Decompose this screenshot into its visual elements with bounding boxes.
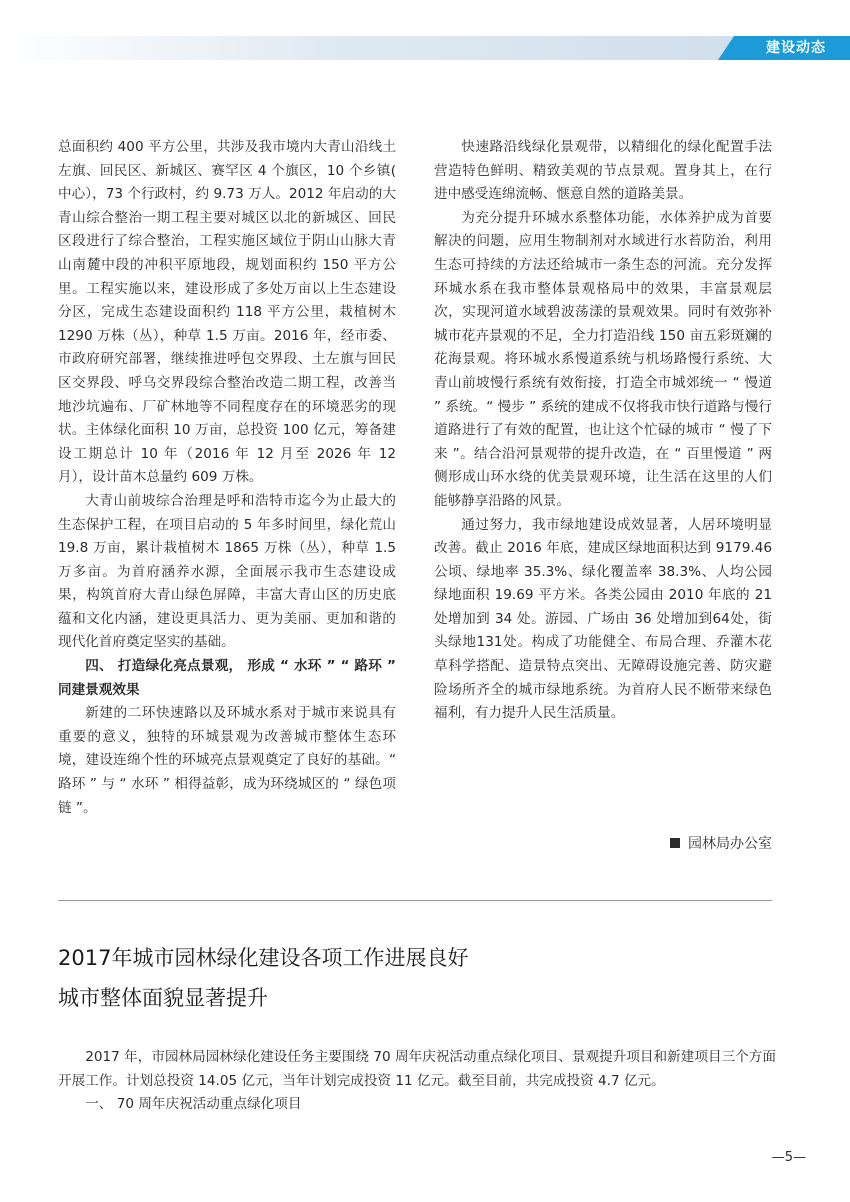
author-credit bbox=[670, 834, 772, 854]
right-column bbox=[434, 136, 772, 726]
article-title-line: 2017年城市园林绿化建设各项工作进展良好 bbox=[58, 946, 469, 970]
divider bbox=[58, 900, 772, 901]
paragraph: 快速路沿线绿化景观带，以精细化的绿化配置手法营造特色鲜明、精致美观的节点景观。置身其上，在行进中感受连绵流畅、惬意自然的道路美景。 bbox=[434, 139, 772, 203]
section-subheading: 一、 70 周年庆祝活动重点绿化项目 bbox=[85, 1096, 302, 1113]
article-body bbox=[58, 1046, 776, 1117]
left-column bbox=[58, 136, 396, 820]
paragraph: 总面积约 400 平方公里，共涉及我市境内大青山沿线土左旗、回民区、新城区、赛罕区 4 个旗区，10 个乡镇( 中心），73 个行政村，约 9.73 万人。2012 年启动的大青山综合整治一期工程主要对城区以北的新城区、回民区段进行了综合整治，工程实施区域位于阴山山脉大青山南麓中段的冲积平原地段，规划面积约 150 平方公里。工程实施以来，建设形成了多处万亩以上生态建设分区，完成生态建设面积约 118 平方公里，栽植树木 1290 万株（丛），种草 1.5 万亩。2016 年，经市委、市政府研究部署，继续推进呼包交界段、土左旗与回民区交界段、呼乌交界段综合整治改造二期工程，改善当地沙坑遍布、厂矿林地等不同程度存在的环境恶劣的现状。主体绿化面积 10 万亩，总投资 100 亿元，筹备建设工期总计 10 年（2016 年 12 月至 2026 年 12 月），设计苗木总量约 609 万株。 bbox=[58, 139, 396, 486]
article-title bbox=[58, 938, 788, 1018]
square-bullet-icon bbox=[670, 838, 680, 848]
paragraph: 大青山前坡综合治理是呼和浩特市迄今为止最大的生态保护工程，在项目启动的 5 年多时间里，绿化荒山 19.8 万亩，累计栽植树木 1865 万株（丛），种草 1.5 万多亩。为首府涵养水源，全面展示我市生态建设成果，构筑首府大青山绿色屏障，丰富大青山区的历史底蕴和文化内涵，建设更具活力、更为美丽、更加和谐的现代化首府奠定坚实的基础。 bbox=[58, 492, 396, 651]
article-title-line: 城市整体面貌显著提升 bbox=[58, 986, 268, 1010]
section-subheading: 四、 打造绿化亮点景观， 形成 “ 水环 ” “ 路环 ” 同建景观效果 bbox=[58, 658, 396, 698]
paragraph: 新建的二环快速路以及环城水系对于城市来说具有重要的意义，独特的环城景观为改善城市整体生态环境，建设连绵个性的环城亮点景观奠定了良好的基础。“ 路环 ” 与 “ 水环 ” 相得益彰，成为环绕城区的 “ 绿色项链 ”。 bbox=[58, 705, 396, 816]
page-number: —5— bbox=[771, 1150, 806, 1165]
paragraph: 为充分提升环城水系整体功能，水体养护成为首要解决的问题，应用生物制剂对水域进行水苔防治，利用生态可持续的方法还给城市一条生态的河流。充分发挥环城水系在我市整体景观格局中的效果，丰富景观层次，实现河道水域碧波荡漾的景观效果。同时有效弥补城市花卉景观的不足，全力打造沿线 150 亩五彩斑斓的花海景观。将环城水系慢道系统与机场路慢行系统、大青山前坡慢行系统有效衔接，打造全市城郊统一 “ 慢道 ” 系统。“ 慢步 ” 系统的建成不仅将我市快行道路与慢行道路进行了有效的配置，也让这个忙碌的城市 “ 慢了下来 ”。结合沿河景观带的提升改造，在 “ 百里慢道 ” 两侧形成山环水绕的优美景观环境，让生活在这里的人们能够静享沿路的风景。 bbox=[434, 209, 772, 509]
paragraph: 2017 年，市园林局园林绿化建设任务主要围绕 70 周年庆祝活动重点绿化项目、景观提升项目和新建项目三个方面开展工作。计划总投资 14.05 亿元，当年计划完成投资 11 亿元。截至目前，共完成投资 4.7 亿元。 bbox=[58, 1049, 776, 1089]
author-name: 园林局办公室 bbox=[688, 836, 772, 852]
section-title: 建设动态 bbox=[766, 40, 826, 56]
paragraph: 通过努力，我市绿地建设成效显著，人居环境明显改善。截止 2016 年底，建成区绿地面积达到 9179.46 公顷、绿地率 35.3%、绿化覆盖率 38.3%、人均公园绿地面积 19.69 平方米。各类公园由 2010 年底的 21 处增加到 34 处。游园、广场由 36 处增加到64处，街头绿地131处。构成了功能健全、布局合理、乔灌木花草科学搭配、造景特点突出、无障碍设施完善、防灾避险场所齐全的城市绿地系统。为首府人民不断带来绿色福利，有力提升人民生活质量。 bbox=[434, 516, 772, 722]
